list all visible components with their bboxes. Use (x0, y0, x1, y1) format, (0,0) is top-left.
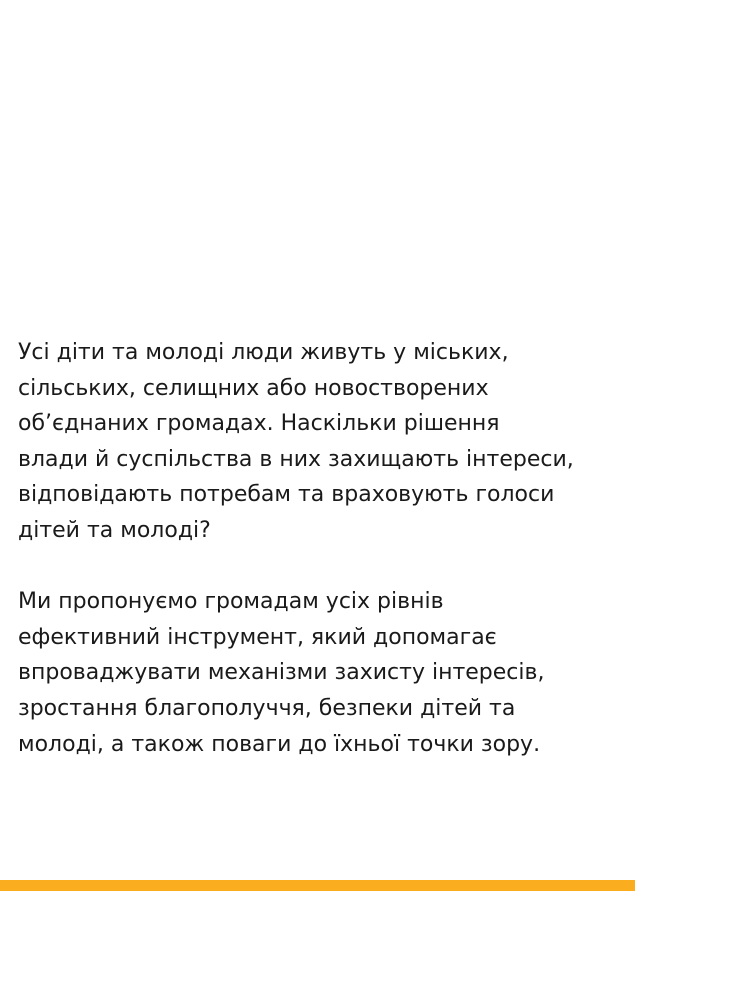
paragraph-line: об’єднаних громадах. Наскільки рішення (18, 411, 500, 437)
paragraph-proposal (18, 584, 658, 762)
paragraph-line: дітей та молоді? (18, 517, 211, 543)
paragraph-intro (18, 335, 658, 549)
paragraph-spacer (18, 549, 658, 585)
paragraph-line: молоді, а також поваги до їхньої точки зору. (18, 731, 541, 757)
body-text (18, 335, 658, 762)
accent-divider (0, 880, 635, 891)
paragraph-line: Ми пропонуємо громадам усіх рівнів (18, 589, 444, 615)
paragraph-line: впроваджувати механізми захисту інтересів, (18, 660, 545, 686)
paragraph-line: влади й суспільства в них захищають інтереси, (18, 446, 574, 472)
paragraph-line: сільських, селищних або новостворених (18, 375, 489, 401)
paragraph-line: ефективний інструмент, який допомагає (18, 624, 497, 650)
paragraph-line: відповідають потребам та враховують голоси (18, 482, 555, 508)
paragraph-line: зростання благополуччя, безпеки дітей та (18, 695, 516, 721)
paragraph-line: Усі діти та молоді люди живуть у міських, (18, 340, 509, 365)
